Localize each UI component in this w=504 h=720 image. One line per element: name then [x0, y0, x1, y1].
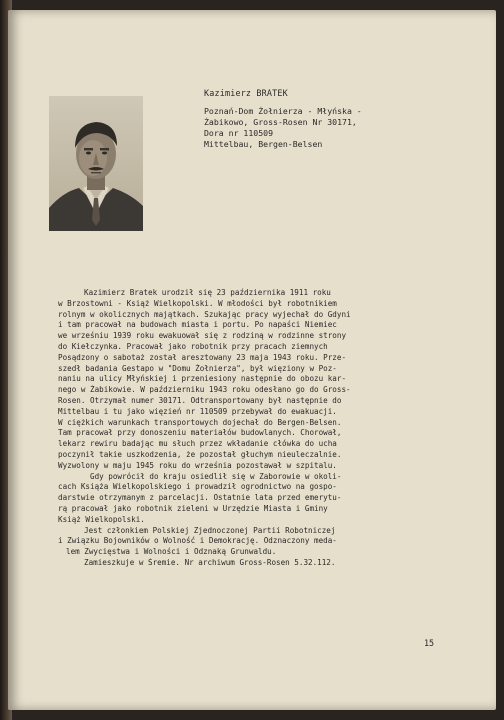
- text-line: nego w Żabikowie. W październiku 1943 roku odesłano go do Gross-: [58, 385, 351, 395]
- page-number: 15: [424, 638, 435, 648]
- text-line: cach Książa Wielkopolskiego i prowadził ogrodnictwo na gospo-: [58, 482, 337, 492]
- text-line: naniu na ulicy Młyńskiej i przeniesiony następnie do obozu kar-: [58, 374, 347, 384]
- header-line: Poznań-Dom Żołnierza - Młyńska -: [204, 106, 362, 116]
- text-line: W ciężkich warunkach transportowych dojechał do Bergen-Belsen.: [58, 417, 342, 427]
- header-line: Dora nr 110509: [204, 128, 274, 138]
- text-line: lekarz rewiru badając mu słuch przez wkładanie cłówka do ucha: [58, 439, 337, 449]
- text-line: Wyzwolony w maju 1945 roku do września pozostawał w szpitalu.: [58, 460, 337, 470]
- biography-text: [58, 288, 440, 569]
- text-line: Posądzony o sabotaż został aresztowany 23 maja 1943 roku. Prze-: [58, 352, 347, 362]
- portrait-photo: [49, 96, 143, 231]
- text-line: Gdy powrócił do kraju osiedlił się w Zaborowie w okoli-: [90, 471, 342, 481]
- text-line: lem Zwycięstwa i Wolności i Odznaką Grunwaldu.: [66, 547, 277, 557]
- header-line: Mittelbau, Bergen-Belsen: [204, 139, 323, 149]
- text-line: darstwie otrzymanym z parcelacji. Ostatnie lata przed emerytu-: [58, 493, 342, 503]
- text-line: Rosen. Otrzymał numer 30171. Odtransportowany był następnie do: [58, 395, 342, 405]
- header-line: Żabikowo, Gross-Rosen Nr 30171,: [204, 117, 357, 127]
- text-line: Kazimierz Bratek urodził się 23 października 1911 roku: [84, 288, 331, 297]
- text-line: we wrześniu 1939 roku ewakuował się z rodziną w rodzinne strony: [58, 331, 347, 341]
- text-line: rolnym w okolicznych majątkach. Szukając pracy wyjechał do Gdyni: [58, 309, 351, 319]
- text-line: i tam pracował na budowach miasta i portu. Po napaści Niemiec: [58, 320, 337, 330]
- text-line: Mittelbau i tu jako więzień nr 110509 przebywał do ewakuacji.: [58, 406, 337, 416]
- portrait-image: [49, 96, 143, 231]
- text-line: do Kiełczynka. Pracował jako robotnik przy pracach ziemnych: [58, 341, 328, 351]
- text-line: rą pracował jako robotnik zieleni w Urzędzie Miasta i Gminy: [58, 503, 328, 513]
- text-line: Jest członkiem Polskiej Zjednoczonej Partii Robotniczej: [84, 525, 336, 535]
- text-line: Książ Wielkopolski.: [58, 514, 145, 524]
- text-line: Tam pracował przy donoszeniu materiałów budowlanych. Chorował,: [58, 428, 342, 438]
- text-line: i Związku Bojowników o Wolność i Demokrację. Odznaczony meda-: [58, 536, 337, 546]
- text-line: poczynił takie uszkodzenia, że pozostał głuchym nieuleczalnie.: [58, 449, 342, 459]
- text-line: Zamieszkuje w Śremie. Nr archiwum Gross-Rosen 5.32.112.: [84, 557, 336, 567]
- text-line: szedł badania Gestapo w "Domu Żołnierza", był więziony w Poz-: [58, 363, 337, 373]
- person-name: Kazimierz BRATEK: [204, 88, 288, 98]
- person-header: [204, 88, 444, 150]
- text-line: w Brzostowni - Książ Wielkopolski. W młodości był robotnikiem: [58, 298, 337, 308]
